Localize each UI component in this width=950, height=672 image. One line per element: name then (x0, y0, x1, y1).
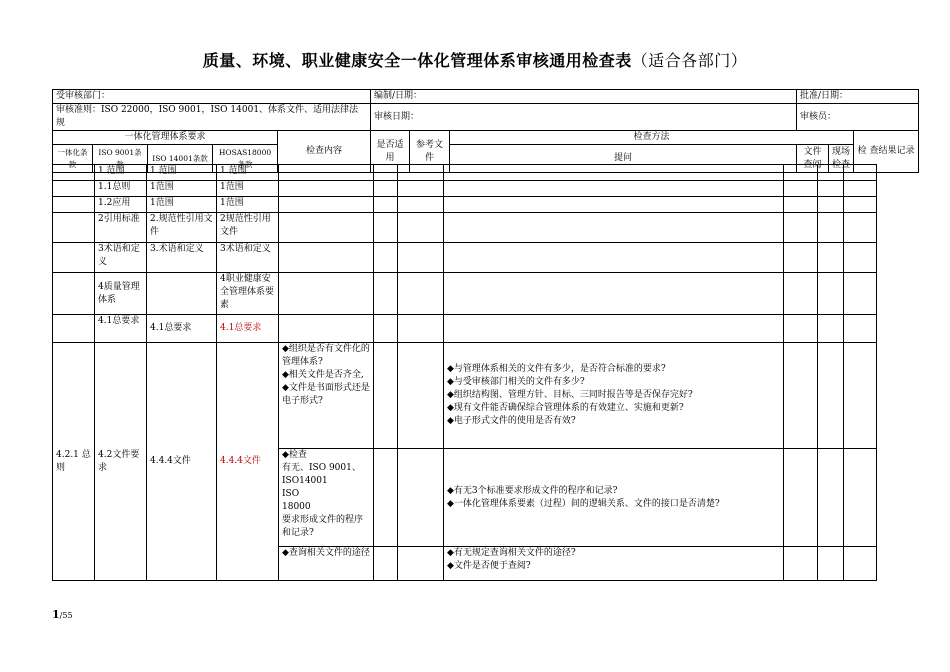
iso9001-cell: 1.2应用 (95, 197, 147, 213)
question-item: ◆与受审核部门相关的文件有多少? (447, 377, 585, 387)
page-current: 1 (52, 608, 60, 621)
question-cell (444, 343, 784, 449)
table-row (53, 197, 877, 213)
iso14001-cell: 1.范围 (147, 165, 217, 181)
question-item: ◆有无3个标准要求形成文件的程序和记录? (447, 485, 618, 496)
page-total: 55 (62, 611, 73, 620)
hosas18000-cell: 1.范围 (217, 165, 279, 181)
question-item: ◆与管理体系相关的文件有多少，是否符合标准的要求? (447, 364, 666, 374)
iso9001-cell: 4.2文件要求 (95, 343, 147, 581)
applicable-header: 是否适用 (371, 131, 410, 173)
question-cell (444, 547, 784, 581)
iso14001-cell: 4.1总要求 (147, 315, 217, 343)
table-row (53, 243, 877, 273)
iso14001-cell: 1范围 (147, 197, 217, 213)
check-content-cell: ◆查询相关文件的途径 (279, 547, 374, 581)
question-item: ◆文件是否便于查阅? (447, 561, 531, 571)
table-row (53, 315, 877, 343)
iso9001-cell: 4.1总要求 (95, 315, 147, 343)
iso9001-clause-header: ISO 9001条款 (93, 145, 148, 173)
page-number (52, 608, 73, 621)
table-row (53, 273, 877, 315)
iso9001-cell: 3术语和定义 (95, 243, 147, 273)
question-item: ◆一体化管理体系要素（过程）间的逻辑关系、文件的接口是否清楚? (447, 498, 720, 509)
approved-label: 批准/日期： (797, 90, 919, 104)
document-title (0, 48, 950, 71)
iso9001-cell: 4质量管理体系 (95, 273, 147, 315)
question-item: ◆现有文件能否确保综合管理体系的有效建立、实施和更新? (447, 403, 684, 413)
doc-review-header: 文件查阅 (797, 145, 829, 173)
question-item: ◆组织结构图、管理方针、目标、三同时报告等是否保存完好? (447, 390, 693, 400)
table-row (53, 165, 877, 181)
iso9001-cell: 1.范围 (95, 165, 147, 181)
hosas18000-cell: 4.4.4文件 (217, 343, 279, 581)
hosas18000-cell: 4职业健康安全管理体系要素 (217, 273, 279, 315)
iso14001-clause-header: ISO 14001条款 (148, 145, 213, 173)
table-row (53, 213, 877, 243)
iso9001-cell: 1.1总则 (95, 181, 147, 197)
iso14001-cell: 2.规范性引用文件 (147, 213, 217, 243)
integrated-clause-header: 一体化条款 (53, 145, 93, 173)
table-row (53, 181, 877, 197)
iso14001-cell: 4.4.4文件 (147, 343, 217, 581)
site-check-header: 现场检查 (829, 145, 854, 173)
page-separator: / (59, 611, 63, 620)
question-item: ◆有无规定查询相关文件的途径? (447, 548, 576, 558)
ref-doc-header: 参考文件 (410, 131, 450, 173)
check-content-cell: ◆检查 有无、ISO 9001、ISO14001 ISO 18000 要求形成文件的程序和记录? (279, 449, 374, 547)
hosas18000-clause-header: HOSAS18000条款 (213, 145, 278, 173)
iso9001-cell: 2引用标准 (95, 213, 147, 243)
header-table (52, 89, 919, 173)
hosas18000-cell: 4.1总要求 (217, 315, 279, 343)
req-group-header: 一体化管理体系要求 (53, 131, 278, 145)
result-header: 检 查结果记录 (854, 131, 919, 173)
iso14001-cell: 3.术语和定义 (147, 243, 217, 273)
hosas18000-cell: 2规范性引用文件 (217, 213, 279, 243)
title-main: 质量、环境、职业健康安全一体化管理体系审核通用检查表 (202, 51, 632, 70)
title-suffix: （适合各部门） (631, 51, 748, 70)
iso14001-cell (147, 273, 217, 315)
method-group-header: 检查方法 (450, 131, 854, 145)
question-item: ◆电子形式文件的使用是否有效? (447, 416, 576, 426)
hosas18000-cell: 1范围 (217, 197, 279, 213)
hosas18000-cell: 1范围 (217, 181, 279, 197)
checklist-table (52, 164, 877, 581)
question-header: 提问 (450, 145, 797, 173)
table-row (53, 343, 877, 449)
dept-label: 受审核部门： (53, 90, 371, 104)
integrated-clause-cell: 4.2.1 总则 (53, 343, 95, 581)
check-content-cell: ◆组织是否有文件化的管理体系? ◆相关文件是否齐全, ◆文件是书面形式还是电子形式? (279, 343, 374, 449)
iso14001-cell: 1范围 (147, 181, 217, 197)
hosas18000-cell: 3术语和定义 (217, 243, 279, 273)
auditor-label: 审核员： (797, 104, 919, 131)
prepared-label: 编制/日期： (371, 90, 797, 104)
audit-date-label: 审核日期： (371, 104, 797, 131)
check-content-header: 检查内容 (278, 131, 371, 173)
question-cell (444, 449, 784, 547)
criteria-label: 审核准则：ISO 22000，ISO 9001，ISO 14001、体系文件、适用法律法规 (53, 104, 371, 131)
